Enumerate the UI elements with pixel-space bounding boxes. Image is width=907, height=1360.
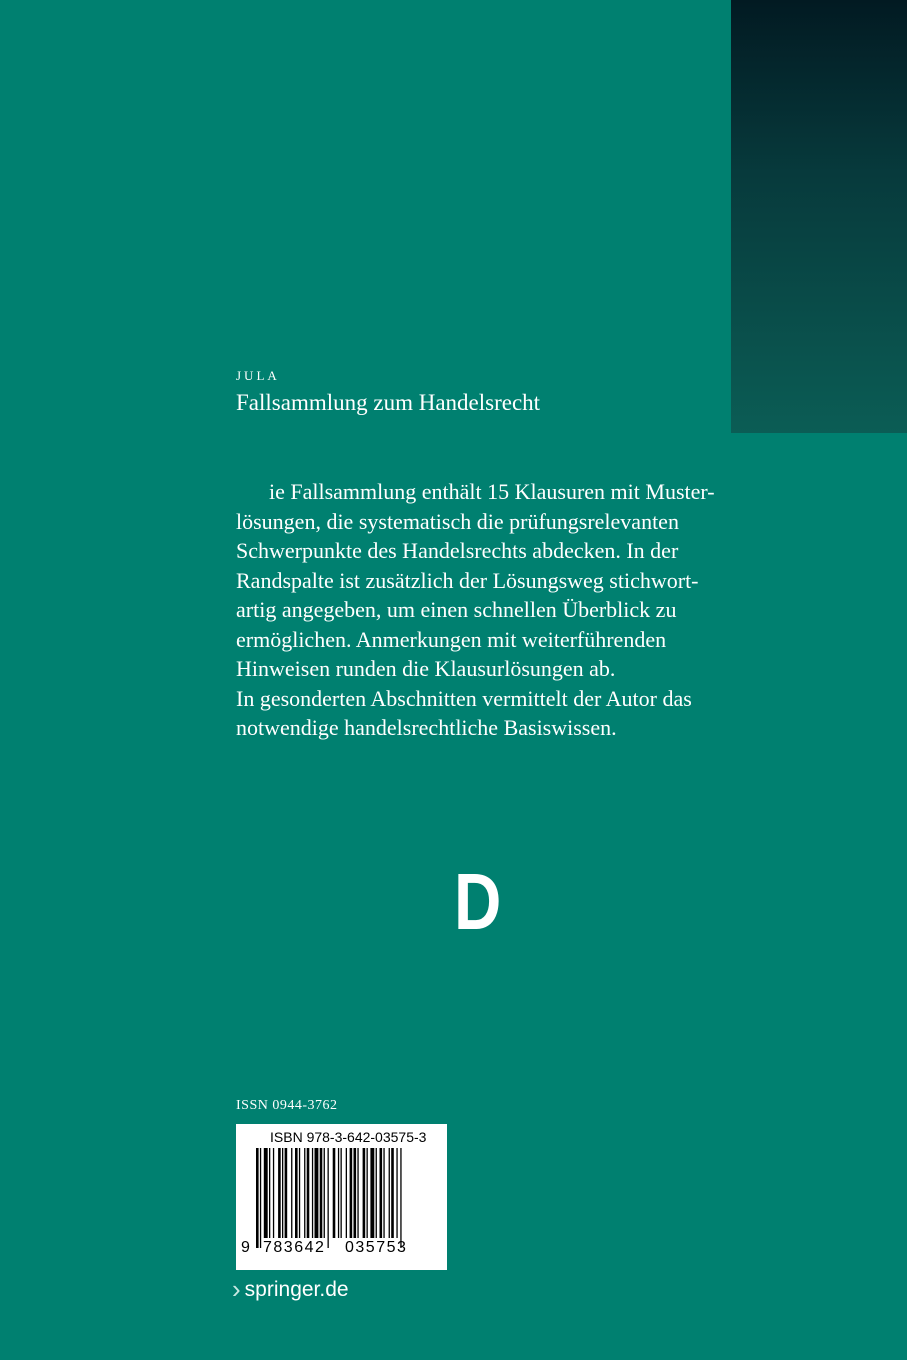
drop-cap: D: [454, 857, 502, 946]
isbn-text: ISBN 978-3-642-03575-3: [270, 1129, 427, 1145]
blurb-line: ie Fallsammlung enthält 15 Klausuren mit Muster-: [269, 479, 715, 504]
author-name: JULA: [236, 368, 280, 383]
publisher-link-label: springer.de: [244, 1277, 349, 1301]
blurb-line: Hinweisen runden die Klausurlösungen ab.: [236, 656, 616, 681]
barcode-digits-left: 783642: [263, 1239, 326, 1256]
chevron-right-icon: ›: [232, 1274, 241, 1304]
book-title: Fallsammlung zum Handelsrecht: [236, 390, 541, 415]
isbn-barcode: [236, 1124, 447, 1270]
barcode-digit-prefix: 9: [241, 1239, 250, 1256]
barcode-bars: [256, 1148, 431, 1248]
blurb-line: lösungen, die systematisch die prüfungsrelevanten: [236, 508, 679, 534]
blurb-line: artig angegeben, um einen schnellen Überblick zu: [236, 597, 677, 622]
issn-number: ISSN 0944-3762: [236, 1098, 338, 1113]
blurb-lines: [236, 477, 715, 743]
barcode-digits-right: 035753: [345, 1239, 408, 1256]
blurb-line: In gesonderten Abschnitten vermittelt der Autor das: [236, 685, 692, 711]
blurb-line: Randspalte ist zusätzlich der Lösungsweg stichwort-: [236, 567, 699, 593]
publisher-link[interactable]: [232, 1274, 349, 1305]
blurb-line: notwendige handelsrechtliche Basiswissen.: [236, 715, 617, 740]
blurb-line: Schwerpunkte des Handelsrechts abdecken. In der: [236, 538, 679, 563]
blurb-line: ermöglichen. Anmerkungen mit weiterführenden: [236, 626, 667, 652]
dark-corner-panel: [731, 0, 907, 433]
